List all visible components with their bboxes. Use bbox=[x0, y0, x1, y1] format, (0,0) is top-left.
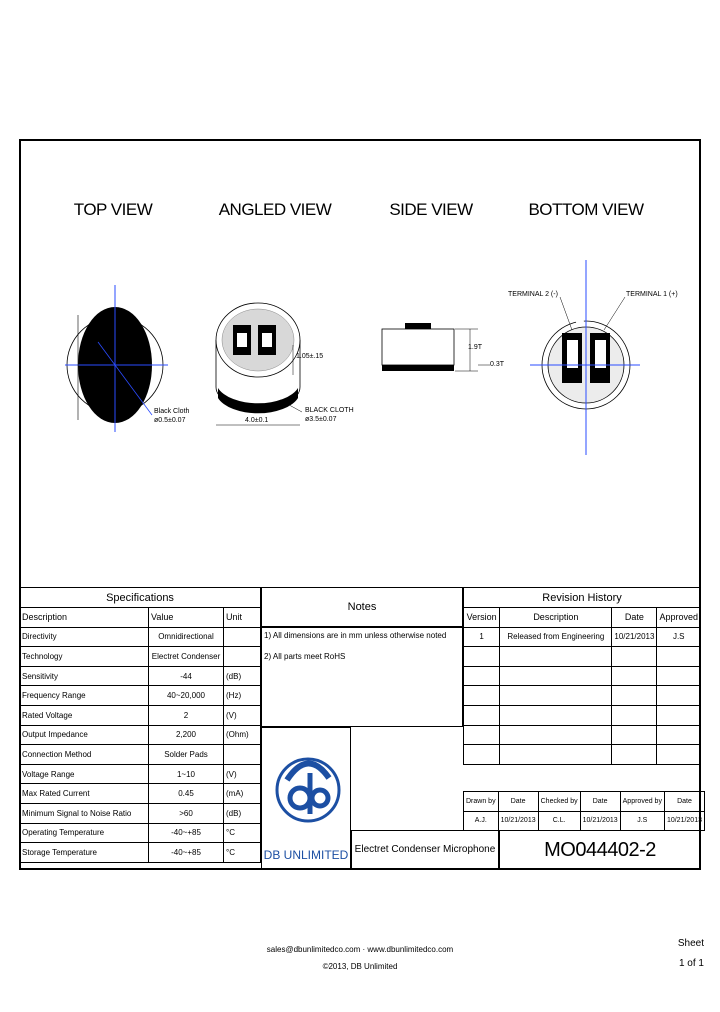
spec-value: 0.45 bbox=[149, 784, 224, 804]
table-row bbox=[20, 843, 261, 863]
footer-copyright: ©2013, DB Unlimited bbox=[322, 962, 398, 971]
angled-view-drawing bbox=[216, 303, 302, 425]
spec-description: Rated Voltage bbox=[20, 705, 149, 725]
signoff-value: 10/21/2013 bbox=[580, 811, 620, 831]
spec-value: 40~20,000 bbox=[149, 686, 224, 706]
signoff-label: Approved by bbox=[620, 792, 664, 812]
bottom-view-title: BOTTOM VIEW bbox=[528, 200, 644, 219]
signoff-value: A.J. bbox=[464, 811, 499, 831]
rev-col-approved: Approved bbox=[657, 608, 701, 628]
spec-description: Directivity bbox=[20, 627, 149, 647]
angled-cloth-label: BLACK CLOTH bbox=[305, 407, 354, 414]
product-name: Electret Condenser Microphone bbox=[351, 830, 499, 870]
table-row bbox=[20, 627, 261, 647]
table-row bbox=[464, 666, 701, 686]
rev-approved: J.S bbox=[657, 627, 701, 647]
signoff-value: 10/21/2013 bbox=[664, 811, 704, 831]
note-item: 2) All parts meet RoHS bbox=[264, 652, 346, 661]
side-view-title: SIDE VIEW bbox=[389, 200, 473, 219]
signoff-value: C.L. bbox=[538, 811, 580, 831]
table-row bbox=[20, 784, 261, 804]
spec-col-unit: Unit bbox=[224, 608, 261, 628]
part-number: MO044402-2 bbox=[499, 830, 701, 870]
spec-col-description: Description bbox=[20, 608, 149, 628]
specifications-table bbox=[19, 587, 261, 863]
spec-description: Max Rated Current bbox=[20, 784, 149, 804]
rev-col-date: Date bbox=[612, 608, 657, 628]
angled-width-dim: 4.0±0.1 bbox=[245, 417, 269, 424]
notes-title: Notes bbox=[347, 601, 377, 613]
rev-col-description: Description bbox=[500, 608, 612, 628]
table-row bbox=[20, 803, 261, 823]
rev-version: 1 bbox=[464, 627, 500, 647]
table-row bbox=[464, 627, 701, 647]
spec-unit: (V) bbox=[224, 705, 261, 725]
spec-description: Sensitivity bbox=[20, 666, 149, 686]
angled-view-title: ANGLED VIEW bbox=[218, 200, 332, 219]
sheet-value: 1 of 1 bbox=[678, 958, 704, 969]
footer-contact: sales@dbunlimitedco.com · www.dbunlimitedco.com bbox=[266, 945, 454, 954]
spec-description: Connection Method bbox=[20, 745, 149, 765]
angled-cloth-dim: ø3.5±0.07 bbox=[305, 416, 337, 423]
table-row bbox=[20, 823, 261, 843]
note-item: 1) All dimensions are in mm unless otherwise noted bbox=[264, 631, 447, 640]
table-row bbox=[20, 686, 261, 706]
sheet-label: Sheet bbox=[677, 938, 704, 949]
table-row bbox=[464, 686, 701, 706]
table-row bbox=[464, 745, 701, 765]
spec-unit: (Hz) bbox=[224, 686, 261, 706]
spec-description: Technology bbox=[20, 647, 149, 667]
spec-description: Minimum Signal to Noise Ratio bbox=[20, 803, 149, 823]
signoff-label: Date bbox=[664, 792, 704, 812]
spec-unit: (dB) bbox=[224, 803, 261, 823]
rev-col-version: Version bbox=[464, 608, 500, 628]
spec-value: Solder Pads bbox=[149, 745, 224, 765]
notes-body bbox=[261, 627, 463, 727]
spec-description: Frequency Range bbox=[20, 686, 149, 706]
signoff-label: Date bbox=[498, 792, 538, 812]
signoff-label: Drawn by bbox=[464, 792, 499, 812]
spec-value: -40~+85 bbox=[149, 843, 224, 863]
spec-unit bbox=[224, 627, 261, 647]
terminal1-label: TERMINAL 1 (+) bbox=[626, 291, 678, 298]
spec-unit: °C bbox=[224, 823, 261, 843]
spec-unit bbox=[224, 647, 261, 667]
table-row bbox=[20, 745, 261, 765]
logo-box bbox=[261, 727, 351, 870]
table-row bbox=[464, 725, 701, 745]
spec-description: Voltage Range bbox=[20, 764, 149, 784]
table-row bbox=[464, 647, 701, 667]
notes-header bbox=[261, 587, 463, 627]
spec-value: -44 bbox=[149, 666, 224, 686]
spec-unit: (mA) bbox=[224, 784, 261, 804]
spec-value: Omnidirectional bbox=[149, 627, 224, 647]
bottom-view-drawing bbox=[530, 260, 640, 455]
spec-unit: (Ohm) bbox=[224, 725, 261, 745]
logo-text: DB UNLIMITED bbox=[263, 848, 349, 862]
db-logo-icon bbox=[262, 728, 350, 850]
spec-unit: (V) bbox=[224, 764, 261, 784]
side-base-dim: 0.3T bbox=[490, 361, 505, 368]
table-row bbox=[20, 764, 261, 784]
top-view-title: TOP VIEW bbox=[73, 200, 153, 219]
spec-col-value: Value bbox=[149, 608, 224, 628]
table-row bbox=[464, 705, 701, 725]
signoff-value: 10/21/2013 bbox=[498, 811, 538, 831]
top-view-drawing bbox=[65, 285, 168, 432]
table-row bbox=[20, 666, 261, 686]
spec-description: Storage Temperature bbox=[20, 843, 149, 863]
angled-height-dim: 1.05±.15 bbox=[296, 353, 324, 360]
table-row bbox=[20, 647, 261, 667]
signoff-label: Date bbox=[580, 792, 620, 812]
spec-unit bbox=[224, 745, 261, 765]
top-cloth-label: Black Cloth bbox=[154, 408, 190, 415]
rev-date: 10/21/2013 bbox=[612, 627, 657, 647]
spec-value: 2,200 bbox=[149, 725, 224, 745]
table-row bbox=[20, 725, 261, 745]
spec-description: Output Impedance bbox=[20, 725, 149, 745]
spec-value: 1~10 bbox=[149, 764, 224, 784]
spec-unit: °C bbox=[224, 843, 261, 863]
signoff-value: J.S bbox=[620, 811, 664, 831]
revision-title: Revision History bbox=[464, 588, 701, 608]
spec-value: -40~+85 bbox=[149, 823, 224, 843]
signoff-table bbox=[463, 791, 705, 831]
spec-value: Electret Condenser bbox=[149, 647, 224, 667]
spec-title: Specifications bbox=[20, 588, 261, 608]
rev-description: Released from Engineering bbox=[500, 627, 612, 647]
revision-history-table bbox=[463, 587, 701, 765]
table-row bbox=[20, 705, 261, 725]
side-total-dim: 1.9T bbox=[468, 344, 483, 351]
spec-unit: (dB) bbox=[224, 666, 261, 686]
spec-value: 2 bbox=[149, 705, 224, 725]
top-cloth-dim: ø0.5±0.07 bbox=[154, 417, 186, 424]
spec-value: >60 bbox=[149, 803, 224, 823]
terminal2-label: TERMINAL 2 (-) bbox=[508, 291, 558, 298]
signoff-label: Checked by bbox=[538, 792, 580, 812]
spec-description: Operating Temperature bbox=[20, 823, 149, 843]
